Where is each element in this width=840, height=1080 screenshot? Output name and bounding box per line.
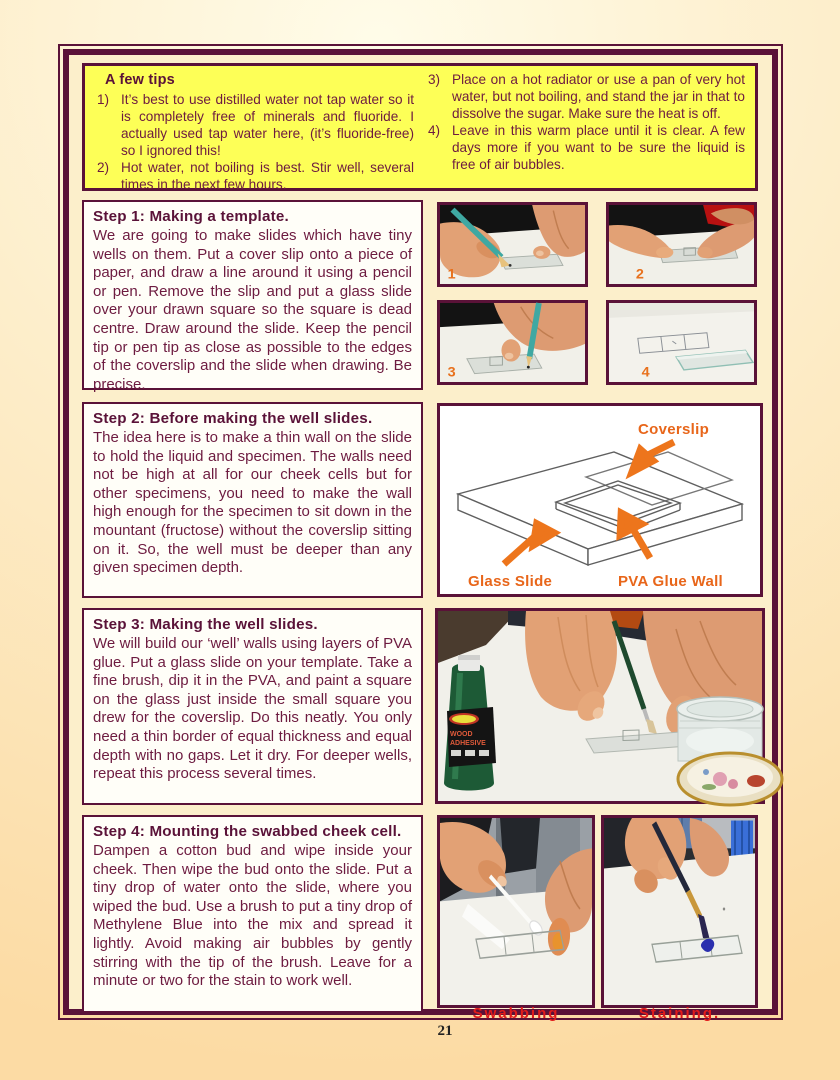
step3-body: We will build our ‘well’ walls using layers of PVA glue. Put a glass slide on your template. Take a fine brush, dip it in the PVA, and paint a square on the glass just inside the small square you drew for the coverslip. Do this neatly. You only need a thin border of equal thickness and equal depth with no gaps. Let it dry. For deeper wells, repeat this process several times. <box>93 635 412 783</box>
step2-title: Step 2: Before making the well slides. <box>93 410 373 427</box>
tips-column-right <box>428 71 745 186</box>
step2-body: The idea here is to make a thin wall on the slide to hold the liquid and specimen. The walls need not be high at all for our cheek cells but for other specimens, you need to make the wall high enough for the specimen to sit down in the mountant (fructose) without the coverslip sitting on it. So, the well must be deeper than any given specimen depth. <box>93 429 412 577</box>
tip-item-4 <box>428 122 745 173</box>
step4-title: Step 4: Mounting the swabbed cheek cell. <box>93 823 402 840</box>
photo-swabbing <box>440 818 592 1005</box>
tip-item-1 <box>97 91 414 159</box>
wood-label: WOOD <box>450 731 473 738</box>
page-number: 21 <box>437 1023 453 1039</box>
step1-photo-1 <box>437 202 588 287</box>
photo-drawing-around-coverslip <box>440 205 585 284</box>
glass-slide-label: Glass Slide <box>468 573 553 590</box>
tip-number: 4) <box>428 123 441 138</box>
photo-number-2: 2 <box>635 266 644 283</box>
step2-text-box <box>82 402 423 598</box>
tip-text: Leave in this warm place until it is clear. A few days more if you want to be sure the liquid is free of air bubbles. <box>452 123 745 172</box>
coverslip-label: Coverslip <box>638 421 710 438</box>
tip-number: 2) <box>97 160 110 175</box>
photo-number-3: 3 <box>447 364 456 381</box>
adhesive-label: ADHESIVE <box>450 740 486 747</box>
photo-drawing-around-slide <box>440 303 585 382</box>
staining-caption: Staining. <box>638 1005 721 1022</box>
step4-body: Dampen a cotton bud and wipe inside your cheek. Then wipe the bud onto the slide. Put a tiny drop of water onto the slide, where you wiped the bud. Use a brush to put a tiny drop of Methylene Blue into the mix and spread it lightly. Avoid making air bubbles by gently stirring with the tip of the brush. Leave for a minute or two for the stain to work well. <box>93 842 412 990</box>
pva-glue-wall-label: PVA Glue Wall <box>618 573 724 590</box>
photo-staining <box>604 818 755 1005</box>
step1-text-box <box>82 200 423 393</box>
tip-item-3 <box>428 71 745 122</box>
step1-photo-4 <box>606 300 757 385</box>
photo-number-1: 1 <box>447 266 456 283</box>
slide-coverslip-diagram <box>440 406 760 594</box>
photo-painting-pva-walls <box>438 611 762 801</box>
step4-text-box <box>82 815 423 1013</box>
tips-box <box>82 63 758 191</box>
photo-positioning-slide <box>609 205 754 284</box>
tip-text: It’s best to use distilled water not tap water so it is completely free of minerals and fluoride. I actually used tap water here, (it’s fluoride-free) so I ignored this! <box>121 92 414 158</box>
staining-photo-box <box>601 815 758 1022</box>
step3-photo <box>435 608 765 804</box>
step1-photo-3 <box>437 300 588 385</box>
tip-item-2 <box>97 159 414 193</box>
step1-body: We are going to make slides which have tiny wells on them. Put a cover slip onto a piece of paper, and draw a line around it using a pencil or pen. Remove the slip and put a glass slide over your drawn square so the square is dead centre. Draw around the slide. Keep the pencil tip or pen tip as close as possible to the edges of the coverslip and the slide when drawing. Be precise. <box>93 227 412 393</box>
tip-text: Hot water, not boiling is best. Stir well, several times in the next few hours. <box>121 160 414 192</box>
step1-photo-2 <box>606 202 757 287</box>
tips-title: A few tips <box>105 72 175 88</box>
swabbing-photo-box <box>437 815 595 1022</box>
well-slide-diagram <box>437 403 763 597</box>
swabbing-caption: Swabbing <box>472 1005 560 1022</box>
photo-finished-template <box>609 303 754 382</box>
step3-text-box <box>82 608 423 805</box>
tips-column-left <box>97 71 414 192</box>
step1-title: Step 1: Making a template. <box>93 208 289 225</box>
tip-text: Place on a hot radiator or use a pan of very hot water, but not boiling, and stand the jar in that to dissolve the sugar. Make sure the heat is off. <box>452 72 745 121</box>
step3-title: Step 3: Making the well slides. <box>93 616 318 633</box>
photo-number-4: 4 <box>641 364 650 381</box>
tip-number: 3) <box>428 72 441 87</box>
tip-number: 1) <box>97 92 110 107</box>
